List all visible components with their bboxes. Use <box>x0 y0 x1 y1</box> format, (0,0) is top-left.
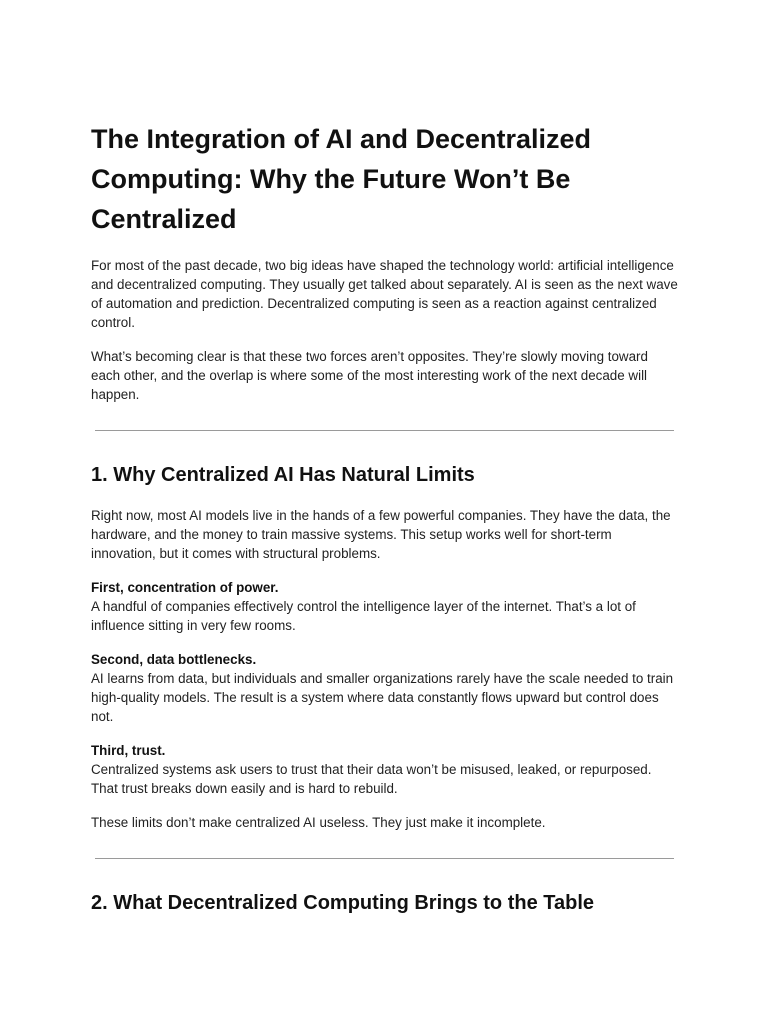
section-divider <box>95 858 674 859</box>
section-1-paragraph: Right now, most AI models live in the hands of a few powerful companies. They have the data, the hardware, and the money to train massive systems. This setup works well for short-term innovation, but it comes with structural problems. <box>91 508 671 561</box>
intro-paragraph-1: For most of the past decade, two big ideas have shaped the technology world: artificial intelligence and decentralized computing. They usually get talked about separately. AI is seen as the next wave of automation and prediction. Decentralized computing is seen as a reaction against centralized control. <box>91 258 678 330</box>
point-lead: First, concentration of power. <box>91 580 279 595</box>
point-data-bottlenecks <box>91 650 679 726</box>
article-title: The Integration of AI and Decentralized Computing: Why the Future Won’t Be Centralized <box>91 124 592 234</box>
section-heading-2: 2. What Decentralized Computing Brings to the Table <box>91 892 594 914</box>
section-1-closing: These limits don’t make centralized AI useless. They just make it incomplete. <box>91 815 546 830</box>
point-lead: Second, data bottlenecks. <box>91 652 257 667</box>
point-text: A handful of companies effectively control the intelligence layer of the internet. That’s a lot of influence sitting in very few rooms. <box>91 599 636 633</box>
point-trust <box>91 741 679 798</box>
section-divider <box>95 430 674 431</box>
section-heading-1: 1. Why Centralized AI Has Natural Limits <box>91 464 475 486</box>
intro-paragraph-2: What’s becoming clear is that these two forces aren’t opposites. They’re slowly moving toward each other, and the overlap is where some of the most interesting work of the next decade will happen. <box>91 349 648 402</box>
point-text: AI learns from data, but individuals and smaller organizations rarely have the scale needed to train high-quality models. The result is a system where data constantly flows upward but control does not. <box>91 671 674 724</box>
point-lead: Third, trust. <box>91 743 166 758</box>
point-concentration-of-power <box>91 578 679 635</box>
point-text: Centralized systems ask users to trust that their data won’t be misused, leaked, or repurposed. That trust breaks down easily and is hard to rebuild. <box>91 762 652 796</box>
